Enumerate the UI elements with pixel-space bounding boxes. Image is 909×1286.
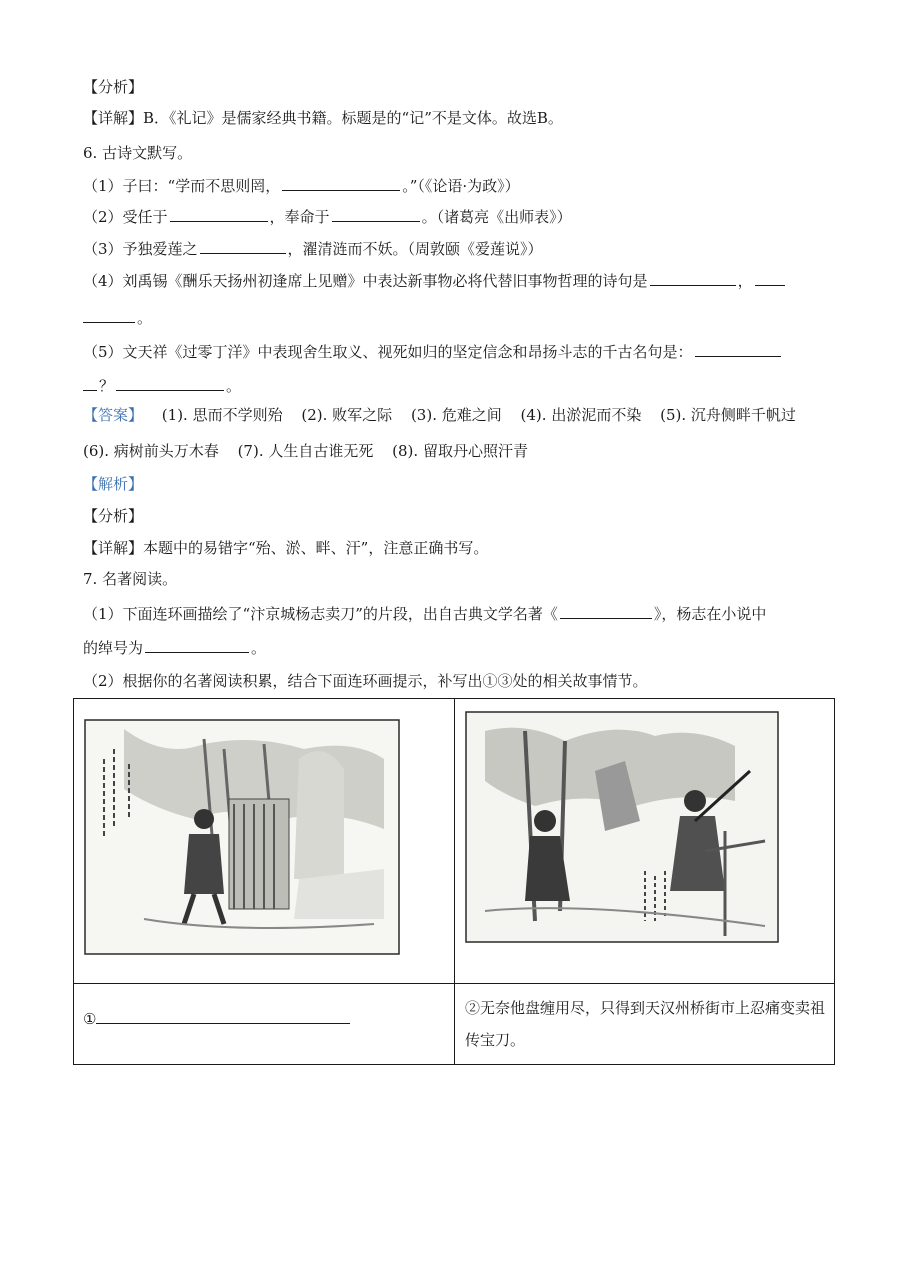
detail-text: 【详解】B．《礼记》是儒家经典书籍。标题是的“记”不是文体。故选B。 bbox=[83, 109, 563, 127]
analysis-label: 【分析】 bbox=[83, 78, 144, 96]
detail-text-2: 【详解】本题中的易错字“殆、淤、畔、汗”，注意正确书写。 bbox=[83, 539, 489, 557]
q7-item-1: （1）下面连环画描绘了“汴京城杨志卖刀”的片段，出自古典文学名著《 》，杨志在小说中 bbox=[83, 605, 767, 623]
q6-item-4: （4）刘禹锡《酬乐天扬州初逢席上见赠》中表达新事物必将代替旧事物哲理的诗句是 ， bbox=[83, 270, 787, 291]
caption-cell-1 bbox=[74, 984, 455, 1065]
answer-blank[interactable] bbox=[560, 603, 652, 619]
analysis-label-2: 【分析】 bbox=[83, 507, 144, 525]
answer-item: (3). 危难之间 bbox=[410, 406, 502, 424]
comic-illustration bbox=[84, 719, 400, 955]
answer-item: (1). 思而不学则殆 bbox=[161, 406, 283, 424]
answer-item: (8). 留取丹心照汗青 bbox=[392, 442, 528, 460]
answer-blank[interactable] bbox=[116, 375, 224, 391]
q6-item-5-cont: ？ 。 bbox=[83, 375, 241, 396]
answer-blank[interactable] bbox=[650, 270, 736, 286]
comic-cell-1 bbox=[74, 699, 455, 984]
comic-cell-2 bbox=[455, 699, 835, 984]
answer-blank[interactable] bbox=[170, 206, 268, 222]
caption-2: ②无奈他盘缠用尽，只得到天汉州桥街市上忍痛变卖祖传宝刀。 bbox=[465, 999, 826, 1049]
answer-blank[interactable] bbox=[83, 375, 97, 391]
answer-label: 【答案】 bbox=[83, 406, 144, 424]
answer-blank[interactable] bbox=[695, 341, 781, 357]
answer-item: (6). 病树前头万木春 bbox=[83, 442, 219, 460]
answer-item: (7). 人生自古谁无死 bbox=[237, 442, 374, 460]
q7-title: 7. 名著阅读。 bbox=[83, 570, 178, 588]
answer-line bbox=[83, 405, 810, 425]
q6-item-4-cont: 。 bbox=[83, 307, 152, 328]
answer-blank[interactable] bbox=[145, 637, 249, 653]
answer-blank[interactable] bbox=[96, 1008, 350, 1024]
q6-item-2: （2）受任于 ，奉命于 。（诸葛亮《出师表》） bbox=[83, 208, 572, 226]
q6-item-3: （3）予独爱莲之 ，濯清涟而不妖。（周敦颐《爱莲说》） bbox=[83, 240, 543, 258]
answer-item: (4). 出淤泥而不染 bbox=[520, 406, 642, 424]
answer-blank[interactable] bbox=[282, 175, 400, 191]
answer-line-2 bbox=[83, 441, 542, 461]
caption-1: ① bbox=[83, 1008, 352, 1029]
answer-item: (5). 沉舟侧畔千帆过 bbox=[660, 406, 796, 424]
answer-item: (2). 败军之际 bbox=[301, 406, 393, 424]
comic-illustration-2 bbox=[465, 711, 779, 943]
answer-blank[interactable] bbox=[83, 307, 135, 323]
q6-title: 6. 古诗文默写。 bbox=[83, 144, 193, 162]
jiexi-label: 【解析】 bbox=[83, 475, 144, 493]
comic-table bbox=[73, 698, 835, 1065]
q6-item-5: （5）文天祥《过零丁洋》中表现舍生取义、视死如归的坚定信念和昂扬斗志的千古名句是： bbox=[83, 341, 783, 362]
answer-blank[interactable] bbox=[200, 238, 286, 254]
q7-item-2: （2）根据你的名著阅读积累，结合下面连环画提示，补写出①③处的相关故事情节。 bbox=[83, 672, 648, 690]
q7-item-1-cont: 的绰号为 。 bbox=[83, 639, 267, 657]
answer-blank[interactable] bbox=[755, 270, 785, 286]
caption-cell-2 bbox=[455, 984, 835, 1065]
q6-item-1: （1）子曰：“学而不思则罔， 。”（《论语·为政》） bbox=[83, 177, 520, 195]
answer-blank[interactable] bbox=[332, 206, 420, 222]
